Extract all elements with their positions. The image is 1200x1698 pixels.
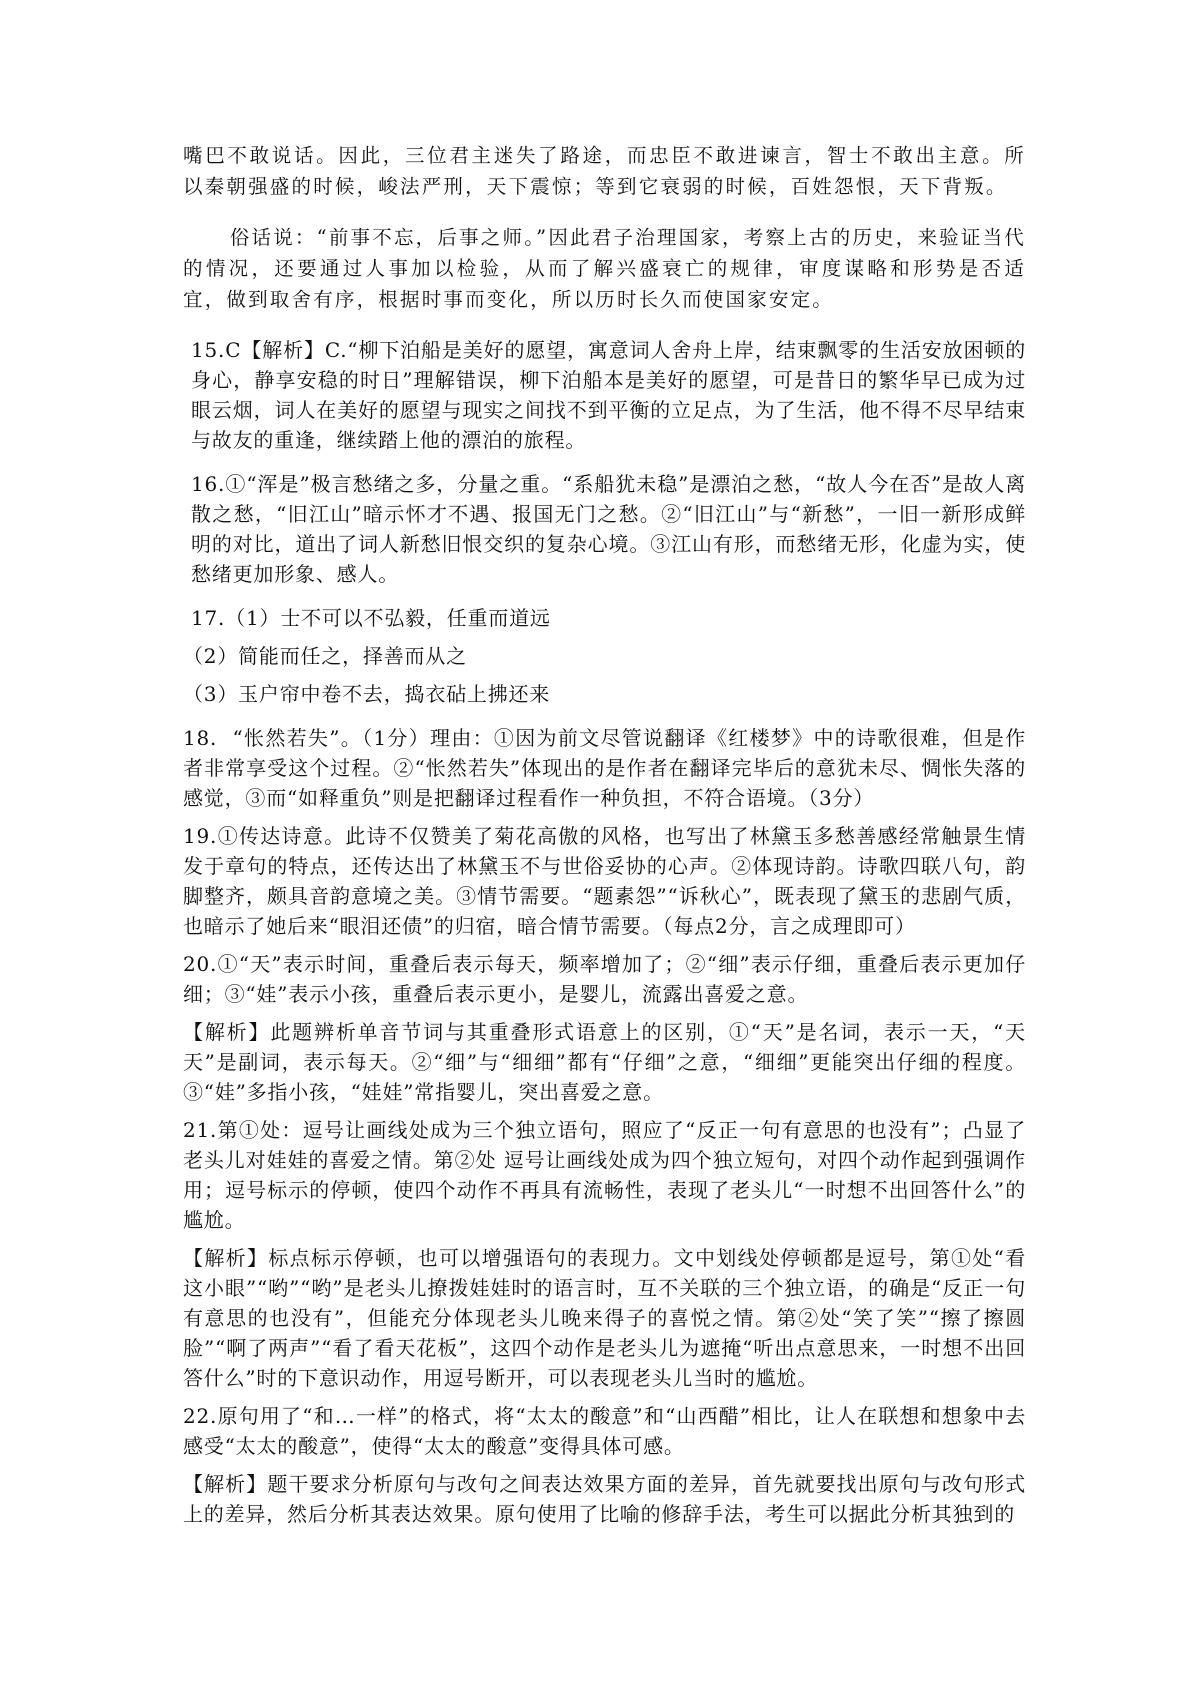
- proverb-translation-paragraph: 俗话说：“前事不忘，后事之师。”因此君子治理国家，考察上古的历史，来验证当代的情况，还要通过人事加以检验，从而了解兴盛衰亡的规律，审度谋略和形势是否适宜，做到取舍有序，根据时事而变化，所以历时长久而使国家安定。: [183, 226, 1026, 311]
- answer-17-part-1: 17.（1）士不可以不弘毅，任重而道远: [191, 606, 551, 630]
- answer-19: 19.①传达诗意。此诗不仅赞美了菊花高傲的风格，也写出了林黛玉多愁善感经常触景生情发于章句的特点，还传达出了林黛玉不与世俗妥协的心声。②体现诗韵。诗歌四联八句，韵脚整齐，颇具音韵意境之美。③情节需要。“题素怨”“诉秋心”，既表现了黛玉的悲剧气质，也暗示了她后来“眼泪还债”的归宿，暗合情节需要。（每点2分，言之成理即可）: [183, 824, 1026, 938]
- answer-22-analysis: 【解析】题干要求分析原句与改句之间表达效果方面的差异，首先就要找出原句与改句形式上的差异，然后分析其表达效果。原句使用了比喻的修辞手法，考生可以据此分析其独到的: [183, 1472, 1026, 1526]
- answer-20: 20.①“天”表示时间，重叠后表示每天，频率增加了；②“细”表示仔细，重叠后表示更加仔细；③“娃”表示小孩，重叠后表示更小，是婴儿，流露出喜爱之意。: [183, 952, 1026, 1006]
- answer-17-part-2: （2）简能而任之，择善而从之: [183, 644, 467, 668]
- answer-sheet-content: [183, 140, 1026, 1529]
- answer-15: 15.C【解析】C.“柳下泊船是美好的愿望，寓意词人舍舟上岸，结束飘零的生活安放困顿的身心，静享安稳的时日”理解错误，柳下泊船本是美好的愿望，可是昔日的繁华早已成为过眼云烟，词人在美好的愿望与现实之间找不到平衡的立足点，为了生活，他不得不尽早结束与故友的重逢，继续踏上他的漂泊的旅程。: [191, 338, 1026, 452]
- answer-16: 16.①“浑是”极言愁绪之多，分量之重。“系船犹未稳”是漂泊之愁，“故人今在否”是故人离散之愁，“旧江山”暗示怀才不遇、报国无门之愁。②“旧江山”与“新愁”，一旧一新形成鲜明的对比，道出了词人新愁旧恨交织的复杂心境。③江山有形，而愁绪无形，化虚为实，使愁绪更加形象、感人。: [191, 472, 1026, 586]
- answer-18: 18. “怅然若失”。（1分）理由：①因为前文尽管说翻译《红楼梦》中的诗歌很难，但是作者非常享受这个过程。②“怅然若失”体现出的是作者在翻译完毕后的意犹未尽、惆怅失落的感觉，③而“如释重负”则是把翻译过程看作一种负担，不符合语境。（3分）: [183, 726, 1026, 810]
- answer-17-part-3: （3）玉户帘中卷不去，捣衣砧上拂还来: [183, 682, 551, 706]
- answer-21-analysis: 【解析】标点标示停顿，也可以增强语句的表现力。文中划线处停顿都是逗号，第①处“看这小眼”“哟”“哟”是老头儿撩拨娃娃时的语言时，互不关联的三个独立语，的确是“反正一句有意思的也没有”，但能充分体现老头儿晚来得子的喜悦之情。第②处“笑了笑”“擦了擦圆脸”“啊了两声”“看了看天花板”，这四个动作是老头儿为遮掩“听出点意思来，一时想不出回答什么”时的下意识动作，用逗号断开，可以表现老头儿当时的尴尬。: [183, 1246, 1026, 1390]
- answer-22: 22.原句用了“和…一样”的格式，将“太太的酸意”和“山西醋”相比，让人在联想和想象中去感受“太太的酸意”，使得“太太的酸意”变得具体可感。: [183, 1404, 1026, 1458]
- answer-20-analysis: 【解析】此题辨析单音节词与其重叠形式语意上的区别，①“天”是名词，表示一天，“天天”是副词，表示每天。②“细”与“细细”都有“仔细”之意，“细细”更能突出仔细的程度。③“娃”多指小孩，“娃娃”常指婴儿，突出喜爱之意。: [183, 1020, 1026, 1104]
- translation-ending-paragraph: 嘴巴不敢说话。因此，三位君主迷失了路途，而忠臣不敢进谏言，智士不敢出主意。所以秦朝强盛的时候，峻法严刑，天下震惊；等到它衰弱的时候，百姓怨恨，天下背叛。: [183, 144, 1026, 198]
- answer-21: 21.第①处：逗号让画线处成为三个独立语句，照应了“反正一句有意思的也没有”；凸显了老头儿对娃娃的喜爱之情。第②处 逗号让画线处成为四个独立短句，对四个动作起到强调作用；逗号标示的停顿，使四个动作不再具有流畅性，表现了老头儿“一时想不出回答什么”的尴尬。: [183, 1118, 1026, 1232]
